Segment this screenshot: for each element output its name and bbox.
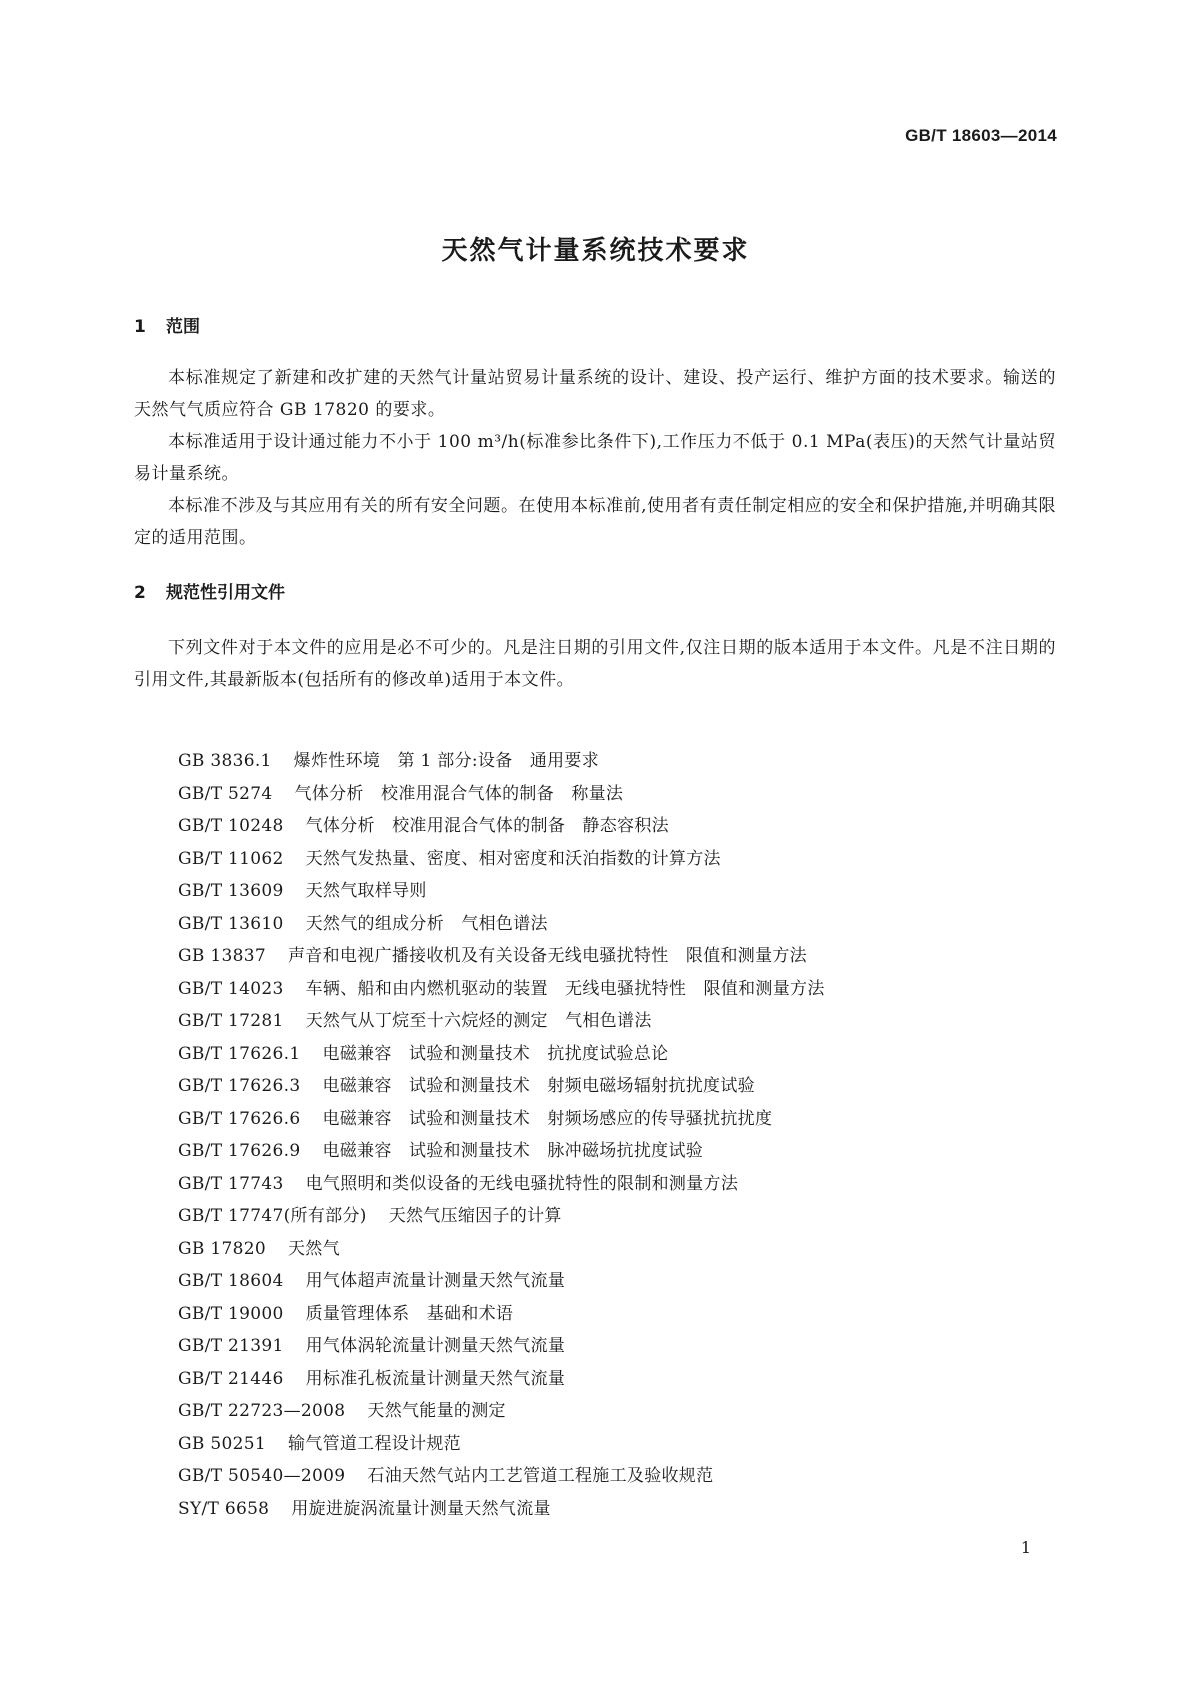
reference-code: GB/T 14023: [178, 978, 284, 999]
reference-title: 气体分析 校准用混合气体的制备 静态容积法: [305, 816, 669, 836]
reference-code: GB/T 17747(所有部分): [178, 1206, 367, 1226]
reference-item: [178, 1168, 825, 1201]
reference-item: [178, 745, 825, 778]
reference-title: 天然气压缩因子的计算: [388, 1206, 562, 1226]
reference-code: GB/T 21391: [178, 1336, 284, 1356]
reference-title: 电磁兼容 试验和测量技术 射频场感应的传导骚扰抗扰度: [322, 1108, 773, 1129]
reference-title: 天然气的组成分析 气相色谱法: [305, 913, 548, 934]
reference-code: GB/T 17626.3: [178, 1076, 301, 1096]
reference-code: GB/T 5274: [178, 783, 273, 804]
reference-item: [178, 1135, 825, 1168]
section-1-number: 1: [134, 317, 146, 337]
reference-item: [178, 1233, 825, 1266]
reference-title: 车辆、船和由内燃机驱动的装置 无线电骚扰特性 限值和测量方法: [305, 978, 825, 999]
section-2-heading: [134, 578, 285, 603]
reference-item: [178, 1298, 825, 1331]
reference-code: GB/T 50540—2009: [178, 1466, 346, 1486]
reference-code: GB/T 18604: [178, 1271, 284, 1291]
reference-title: 天然气发热量、密度、相对密度和沃泊指数的计算方法: [305, 848, 721, 869]
reference-code: GB/T 17626.6: [178, 1108, 301, 1129]
reference-code: GB/T 19000: [178, 1303, 284, 1324]
page-number: 1: [1020, 1538, 1031, 1557]
reference-code: SY/T 6658: [178, 1498, 270, 1519]
reference-item: [178, 778, 825, 811]
reference-title: 石油天然气站内工艺管道工程施工及验收规范: [367, 1466, 714, 1486]
reference-title: 气体分析 校准用混合气体的制备 称量法: [294, 783, 624, 804]
section-1-body: [134, 362, 1056, 554]
reference-title: 电磁兼容 试验和测量技术 射频电磁场辐射抗扰度试验: [322, 1076, 755, 1096]
reference-code: GB 17820: [178, 1238, 266, 1259]
reference-title: 声音和电视广播接收机及有关设备无线电骚扰特性 限值和测量方法: [287, 946, 807, 966]
section-1-title: 范围: [166, 317, 200, 337]
reference-code: GB/T 17743: [178, 1173, 284, 1194]
section-1-paragraph: 本标准规定了新建和改扩建的天然气计量站贸易计量系统的设计、建设、投产运行、维护方面的技术要求。输送的天然气气质应符合 GB 17820 的要求。: [134, 368, 1056, 420]
reference-item: [178, 1103, 825, 1136]
reference-item: [178, 908, 825, 941]
reference-title: 电磁兼容 试验和测量技术 脉冲磁场抗扰度试验: [322, 1141, 704, 1161]
section-1-paragraph: 本标准适用于设计通过能力不小于 100 m³/h(标准参比条件下),工作压力不低于 0.1 MPa(表压)的天然气计量站贸易计量系统。: [134, 432, 1056, 484]
reference-item: [178, 843, 825, 876]
section-1-paragraph: 本标准不涉及与其应用有关的所有安全问题。在使用本标准前,使用者有责任制定相应的安全和保护措施,并明确其限定的适用范围。: [134, 496, 1056, 548]
reference-item: [178, 1200, 825, 1233]
document-title: 天然气计量系统技术要求: [441, 236, 750, 266]
reference-code: GB 3836.1: [178, 751, 272, 771]
reference-code: GB/T 17281: [178, 1011, 284, 1031]
section-2-title: 规范性引用文件: [166, 583, 285, 603]
reference-code: GB/T 17626.1: [178, 1043, 301, 1064]
reference-item: [178, 1038, 825, 1071]
reference-item: [178, 810, 825, 843]
reference-title: 天然气: [287, 1238, 340, 1259]
reference-item: [178, 875, 825, 908]
section-2-number: 2: [134, 583, 146, 603]
section-2-intro-paragraph: 下列文件对于本文件的应用是必不可少的。凡是注日期的引用文件,仅注日期的版本适用于本文件。凡是不注日期的引用文件,其最新版本(包括所有的修改单)适用于本文件。: [134, 638, 1056, 690]
reference-title: 天然气从丁烷至十六烷烃的测定 气相色谱法: [305, 1011, 652, 1031]
reference-item: [178, 1265, 825, 1298]
standard-number: GB/T 18603—2014: [905, 126, 1057, 145]
reference-code: GB 13837: [178, 946, 266, 966]
reference-code: GB/T 13609: [178, 881, 284, 901]
reference-item: [178, 1363, 825, 1396]
section-2-intro: [134, 632, 1056, 696]
reference-item: [178, 1330, 825, 1363]
reference-title: 用气体超声流量计测量天然气流量: [305, 1271, 566, 1291]
reference-title: 电磁兼容 试验和测量技术 抗扰度试验总论: [322, 1043, 669, 1064]
reference-item: [178, 1005, 825, 1038]
reference-code: GB/T 22723—2008: [178, 1401, 346, 1421]
reference-item: [178, 1493, 825, 1526]
reference-item: [178, 1460, 825, 1493]
reference-code: GB/T 10248: [178, 816, 284, 836]
reference-title: 用气体涡轮流量计测量天然气流量: [305, 1336, 566, 1356]
reference-title: 爆炸性环境 第 1 部分:设备 通用要求: [293, 751, 600, 771]
reference-item: [178, 1428, 825, 1461]
reference-title: 输气管道工程设计规范: [287, 1433, 461, 1454]
section-1-heading: [134, 312, 200, 337]
reference-item: [178, 973, 825, 1006]
reference-code: GB/T 13610: [178, 913, 284, 934]
reference-code: GB 50251: [178, 1433, 266, 1454]
reference-code: GB/T 21446: [178, 1368, 284, 1389]
reference-title: 用旋进旋涡流量计测量天然气流量: [291, 1498, 551, 1519]
reference-item: [178, 1070, 825, 1103]
reference-item: [178, 940, 825, 973]
reference-title: 天然气取样导则: [305, 881, 427, 901]
reference-code: GB/T 11062: [178, 848, 284, 869]
normative-references-list: [178, 745, 825, 1525]
reference-code: GB/T 17626.9: [178, 1141, 301, 1161]
reference-item: [178, 1395, 825, 1428]
reference-title: 天然气能量的测定: [367, 1401, 506, 1421]
reference-title: 电气照明和类似设备的无线电骚扰特性的限制和测量方法: [305, 1173, 739, 1194]
reference-title: 用标准孔板流量计测量天然气流量: [305, 1368, 566, 1389]
reference-title: 质量管理体系 基础和术语: [305, 1303, 514, 1324]
